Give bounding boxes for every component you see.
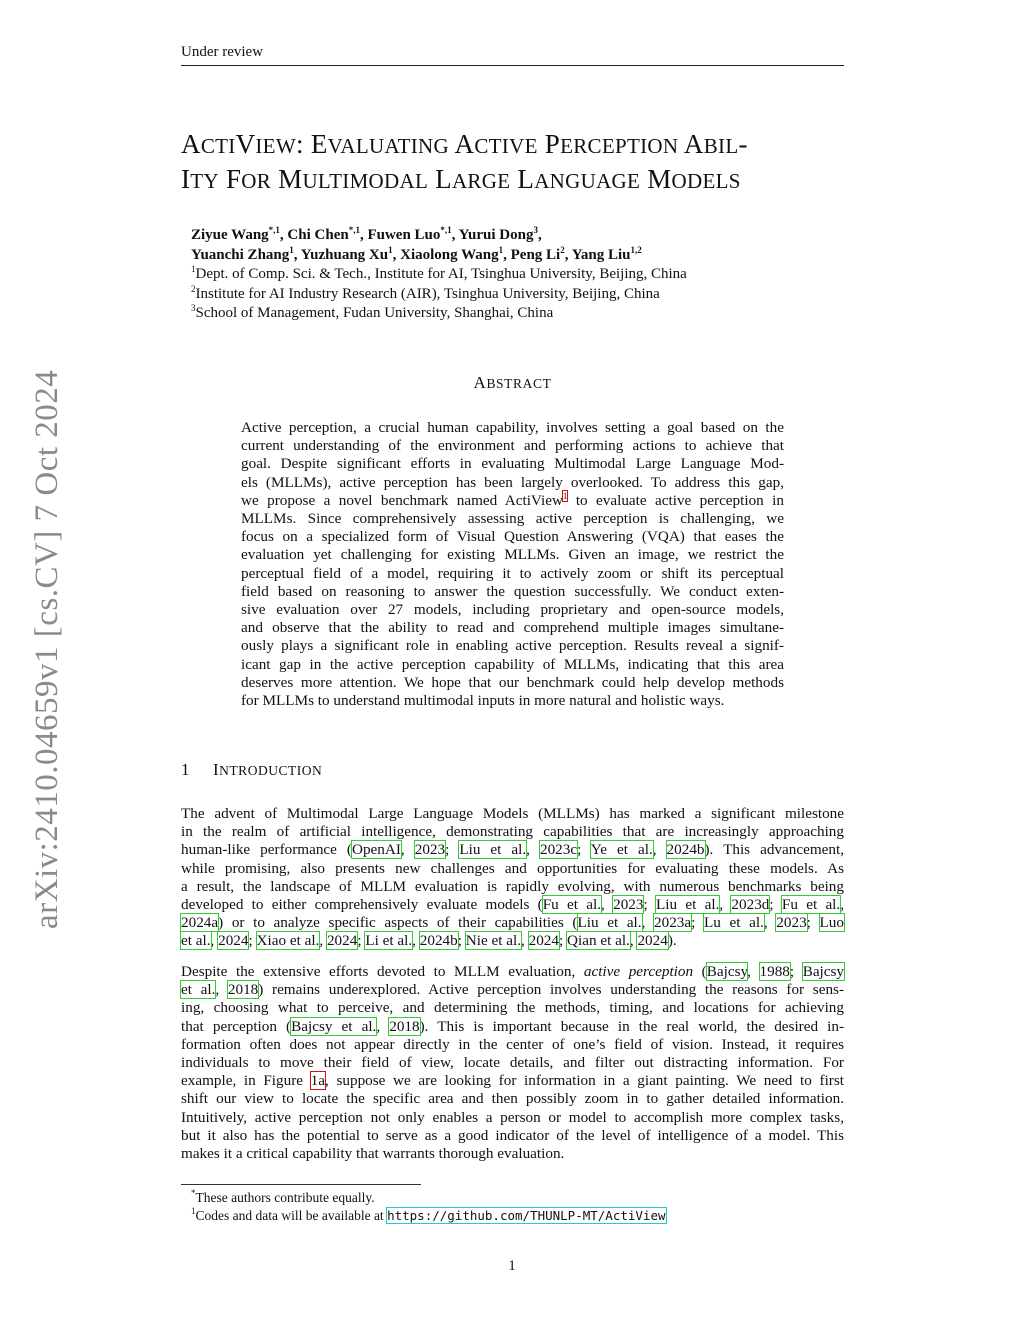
author-affiliation-mark: 1 <box>388 244 393 255</box>
text-line: for MLLMs to understand multimodal inputs in more natural and holistic ways. <box>241 692 725 710</box>
footnote-ref-link[interactable]: 1 <box>562 490 568 501</box>
author-name: Ziyue Wang <box>191 227 269 243</box>
citation-link[interactable]: Xiao et al. <box>256 932 320 950</box>
citation-link[interactable]: 2024 <box>326 932 358 950</box>
affiliation-mark: 2 <box>191 283 196 294</box>
emphasis: active perception <box>583 963 694 980</box>
affiliation-1 <box>191 265 831 285</box>
text-line: we propose a novel benchmark named ActiView$^1$ to evaluate active perception in <box>241 490 784 509</box>
citation-link[interactable]: 2024a <box>181 914 219 932</box>
arxiv-stamp[interactable]: arXiv:2410.04659v1 [cs.CV] 7 Oct 2024 <box>29 369 65 929</box>
text-line: shift our view to locate the specific area and then possibly zoom in to gather detailed information. <box>181 1090 844 1108</box>
footnote-mark: * <box>191 1188 196 1198</box>
text-line: focus on a specialized form of Visual Question Answering (VQA) that eases the <box>241 528 784 546</box>
text-line: Intuitively, active perception not only enables a person or model to accomplish more complex tasks, <box>181 1108 844 1126</box>
author-affiliation-mark: 1,2 <box>630 244 642 255</box>
citation-link[interactable]: et al. <box>181 932 211 950</box>
author-name: Yang Liu <box>571 246 631 263</box>
text-line: ously plays a significant role in enabling active perception. Results reveal a signif- <box>241 637 784 655</box>
code-url-link[interactable]: https://github.com/THUNLP-MT/ActiView <box>387 1208 666 1223</box>
text-line: Despite the extensive efforts devoted to MLLM evaluation, active perception (Bajcsy, 1988; Bajcsy <box>181 963 845 980</box>
citation-link[interactable]: 1988 <box>759 963 790 980</box>
footnote-text: Codes and data will be available at <box>195 1208 388 1223</box>
section-number: 1 <box>181 760 190 779</box>
citation-link[interactable]: OpenAI <box>351 841 401 859</box>
text-line: formation often does not appear directly in the center of one’s field of vision. Instead, it requires <box>181 1035 844 1053</box>
citation-link[interactable]: Lu et al. <box>704 914 764 932</box>
citation-link[interactable]: Bajcsy <box>706 963 748 980</box>
citation-link[interactable]: 2018 <box>227 981 259 999</box>
author-affiliation-mark: 1 <box>498 244 504 255</box>
author-name: Yurui Dong <box>458 227 534 243</box>
citation-link[interactable]: Liu et al. <box>655 896 720 914</box>
citation-link[interactable]: 2023 <box>776 914 807 932</box>
author-affiliation-mark: *,1 <box>348 225 360 235</box>
citation-link[interactable]: 2023c <box>539 841 578 859</box>
text-line: goal. Despite significant efforts in evaluating Multimodal Large Language Mod- <box>241 455 784 473</box>
affiliation-mark: 1 <box>191 264 196 274</box>
text-line: human-like performance (OpenAI, 2023; Liu et al., 2023c; Ye et al., 2024b). This advancement, <box>181 841 845 859</box>
text-line: a result, the landscape of MLLM evaluation is rapidly evolving, with numerous benchmarks being <box>181 877 844 895</box>
author-name: Peng Li <box>510 246 561 263</box>
citation-link[interactable]: 2024 <box>637 932 668 950</box>
text-line: while promising, also presents new challenges and opportunities for evaluating these models. As <box>181 859 844 877</box>
citation-link[interactable]: et al. <box>181 981 216 999</box>
text-line: perceptual field of a model, requiring it to actively zoom or shift its perceptual <box>241 564 784 582</box>
author-name: Fuwen Luo <box>367 227 441 243</box>
citation-link[interactable]: 2023a <box>654 914 692 932</box>
text-line: individuals to move their field of view, locate details, and filter out distracting information. For <box>181 1054 844 1072</box>
figure-ref-link[interactable]: 1a <box>310 1072 326 1090</box>
text-line: developed to either comprehensively evaluate models (Fu et al., 2023; Liu et al., 2023d; Fu et al., <box>181 896 844 914</box>
citation-link[interactable]: Nie et al. <box>465 932 522 950</box>
intro-paragraph-1 <box>181 805 844 951</box>
citation-link[interactable]: 2024 <box>528 932 559 950</box>
section-title: INTRODUCTION <box>213 760 323 779</box>
text-line: et al., 2024; Xiao et al., 2024; Li et al., 2024b; Nie et al., 2024; Qian et al., 2024). <box>181 932 677 950</box>
author-name: Yuzhuang Xu <box>300 246 389 263</box>
text-line: The advent of Multimodal Large Language Models (MLLMs) has marked a significant milestone <box>181 805 844 822</box>
running-head: Under review <box>181 44 264 60</box>
text-line: field based on reasoning to answer the question successfully. We conduct exten- <box>241 582 784 600</box>
affiliation-text: Institute for AI Industry Research (AIR), Tsinghua University, Beijing, China <box>195 285 660 302</box>
citation-link[interactable]: Li et al. <box>365 932 413 950</box>
citation-link[interactable]: 2018 <box>389 1017 420 1035</box>
section-heading <box>181 760 322 780</box>
text-line: in the realm of artificial intelligence, demonstrating capabilities that are increasingly approaching <box>181 823 844 841</box>
author-line-1: Ziyue Wang$^{*,1}$, Chi Chen$^{*,1}$, Fuwen Luo$^{*,1}$, Yurui Dong$^3$, <box>191 225 542 243</box>
author-name: Xiaolong Wang <box>400 246 499 263</box>
footnote-text: These authors contribute equally. <box>195 1190 375 1205</box>
text-line: evaluation yet challenging for existing MLLMs. Given an image, we restrict the <box>241 546 784 564</box>
citation-link[interactable]: 2024b <box>419 932 458 950</box>
text-line: current understanding of the environment and performing actions to achieve that <box>241 437 784 455</box>
citation-link[interactable]: Qian et al. <box>567 932 630 950</box>
paper-title <box>181 128 861 198</box>
text-line: and observe that the ability to read and comprehend multiple images simultane- <box>241 619 784 637</box>
author-block <box>191 226 831 324</box>
footnote-rule <box>181 1184 421 1185</box>
text-line: makes it a critical capability that warrants thorough evaluation. <box>181 1145 565 1163</box>
page-number: 1 <box>508 1258 516 1274</box>
text-line: MLLMs. Since comprehensively assessing active perception is challenging, we <box>241 510 784 528</box>
citation-link[interactable]: 2023 <box>613 896 644 914</box>
text-line: deserves more attention. We hope that our benchmark could help develop methods <box>241 673 784 691</box>
author-affiliation-mark: 1 <box>289 244 294 255</box>
citation-link[interactable]: Fu et al. <box>781 896 841 914</box>
footnote-mark: 1 <box>191 1206 196 1216</box>
text-line: example, in Figure 1a, suppose we are looking for information in a giant painting. We need to first <box>181 1072 844 1090</box>
citation-link[interactable]: 2023 <box>414 841 446 859</box>
footnote-equal <box>191 1189 666 1207</box>
author-affiliation-mark: *,1 <box>440 225 452 235</box>
text-line: sive evaluation over 27 models, including proprietary and open-source models, <box>241 601 784 619</box>
author-line-2: Yuanchi Zhang$^1$, Yuzhuang Xu$^1$, Xiaolong Wang$^1$, Peng Li$^2$, Yang Liu$^{1,2}$ <box>191 244 642 263</box>
text-line: ing, choosing what to perceive, and determining the methods, timing, and locations for achieving <box>181 999 844 1017</box>
citation-link[interactable]: 2024b <box>666 841 705 859</box>
citation-link[interactable]: Ye et al. <box>590 841 653 859</box>
citation-link[interactable]: Fu et al. <box>542 896 602 914</box>
text-line: that perception (Bajcsy et al., 2018). This is important because in the real world, the desired in- <box>181 1017 845 1035</box>
citation-link[interactable]: Liu et al. <box>577 914 642 932</box>
text-line: but it also has the potential to serve as a good indicator of the level of intelligence of a model. This <box>181 1126 844 1144</box>
author-name: Chi Chen <box>287 227 349 243</box>
affiliation-2 <box>191 285 831 305</box>
affiliation-mark: 3 <box>191 303 196 313</box>
affiliation-text: School of Management, Fudan University, Shanghai, China <box>195 305 554 321</box>
author-affiliation-mark: 2 <box>560 244 565 255</box>
author-name: Yuanchi Zhang <box>191 246 290 263</box>
citation-link[interactable]: Liu et al. <box>459 841 527 859</box>
footnotes <box>191 1189 666 1225</box>
abstract-body <box>241 419 784 710</box>
affiliation-text: Dept. of Comp. Sci. & Tech., Institute for AI, Tsinghua University, Beijing, China <box>195 266 687 282</box>
title-line-2: ITY FOR MULTIMODAL LARGE LANGUAGE MODELS <box>181 164 741 194</box>
abstract-heading: ABSTRACT <box>473 373 552 392</box>
text-line: et al., 2018) remains underexplored. Active perception involves understanding the reasons for sens- <box>181 981 845 999</box>
citation-link[interactable]: Luo <box>819 914 844 932</box>
intro-paragraph-2 <box>181 963 844 1163</box>
header-rule <box>181 65 844 66</box>
citation-link[interactable]: 2023d <box>731 896 770 914</box>
citation-link[interactable]: Bajcsy <box>802 963 845 980</box>
affiliation-3 <box>191 304 831 324</box>
citation-link[interactable]: 2024 <box>218 932 249 950</box>
text-line: icant gap in the active perception capability of MLLMs, indicating that this area <box>241 655 784 673</box>
footnote-code <box>191 1207 666 1225</box>
text-line: Active perception, a crucial human capability, involves setting a goal based on the <box>241 419 784 436</box>
author-affiliation-mark: 3 <box>533 225 538 235</box>
text-line: els (MLLMs), active perception has been largely overlooked. To address this gap, <box>241 473 784 491</box>
citation-link[interactable]: Bajcsy et al. <box>291 1017 377 1035</box>
text-line: 2024a) or to analyze specific aspects of their capabilities (Liu et al., 2023a; Lu et al., 2023; Luo <box>181 914 844 932</box>
title-line-1: ACTIVIEW: EVALUATING ACTIVE PERCEPTION ABIL- <box>181 129 748 159</box>
author-affiliation-mark: *,1 <box>268 225 280 235</box>
